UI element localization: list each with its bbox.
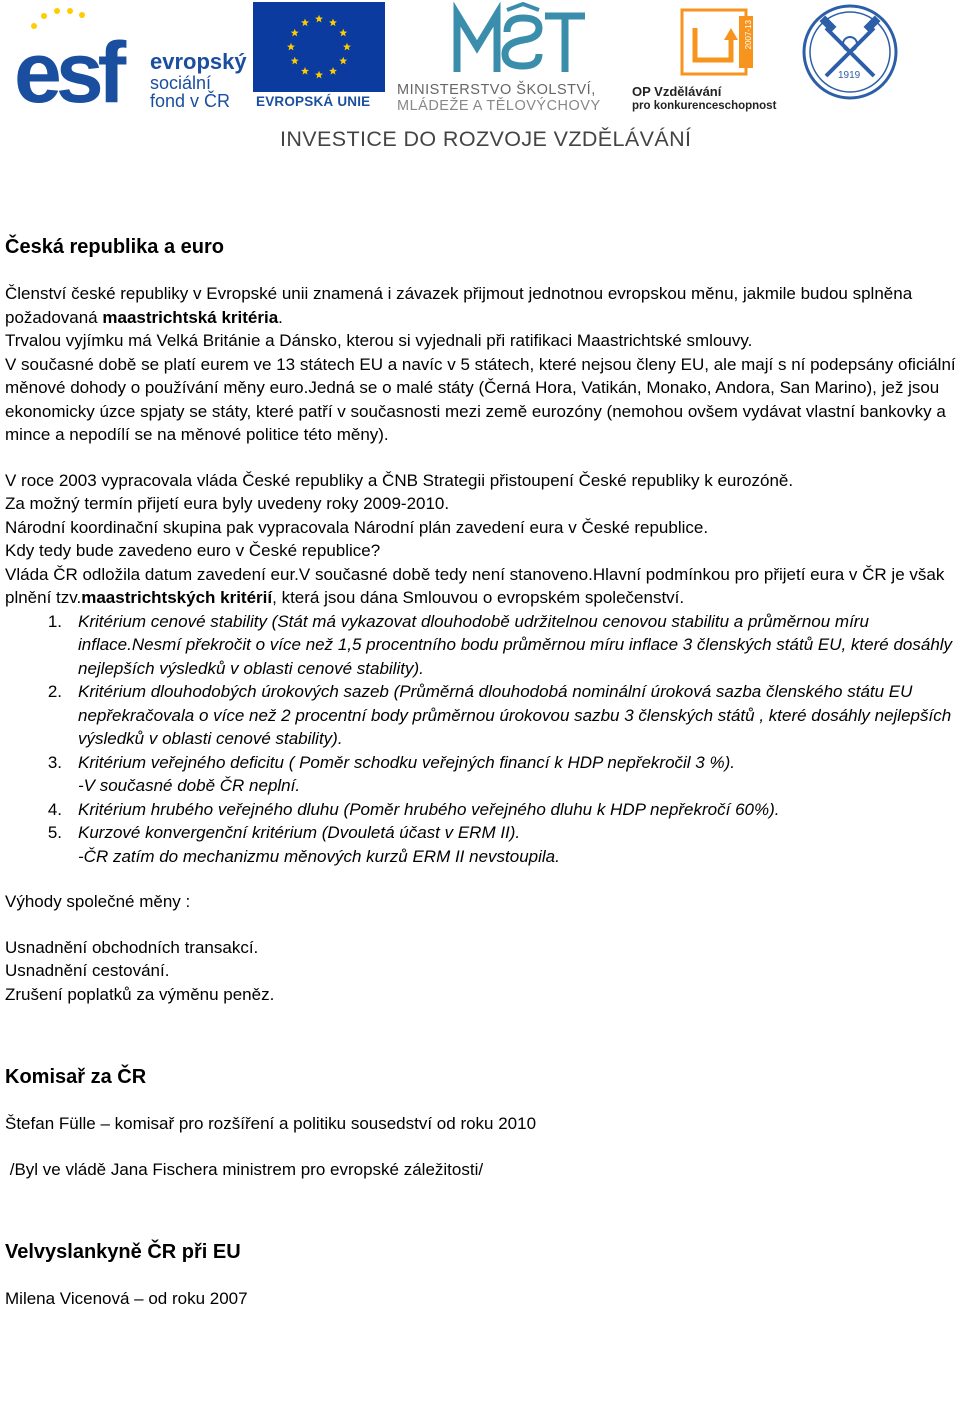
criteria-item <box>5 821 960 868</box>
msmt-line1: MINISTERSTVO ŠKOLSTVÍ, <box>397 82 596 98</box>
msmt-mark-icon <box>395 2 625 82</box>
logo-banner <box>0 0 960 160</box>
msmt-logo <box>395 2 625 112</box>
criteria-number: 2. <box>47 682 62 701</box>
svg-text:esf: esf <box>14 25 121 110</box>
document-body <box>5 234 960 1311</box>
criteria-text: Kritérium veřejného deficitu ( Poměr schodku veřejných financí k HDP nepřekročil 3 %). <box>78 752 735 772</box>
criteria-item <box>5 680 960 751</box>
eu-caption: EVROPSKÁ UNIE <box>256 94 371 109</box>
ambassador-paragraph: Milena Vicenová – od roku 2007 <box>5 1289 248 1308</box>
commissioner-note: /Byl ve vládě Jana Fischera ministrem pro evropské záležitosti/ <box>5 1159 484 1179</box>
criteria-number: 3. <box>47 752 62 772</box>
paragraph-postponed <box>5 563 960 610</box>
criteria-text: Kritérium cenové stability (Stát má vykazovat dlouhodobě udržitelnou cenovou stabilitu a průměrnou míru inflace.Nesmí překročit o více než 1,5 procentního bodu průměrnou míru inflace 3 členských států EU, které dosáhly nejlepších výsledků v oblasti cenové stability). <box>78 611 953 678</box>
section-title-ambassador: Velvyslankyně ČR při EU <box>5 1241 241 1263</box>
criteria-item <box>5 751 960 798</box>
maastricht-criteria-term: maastrichtská kritéria <box>102 307 279 327</box>
criteria-number: 1. <box>47 611 62 631</box>
op-mark-icon <box>627 8 782 88</box>
advantage-item: Usnadnění cestování. <box>5 961 170 980</box>
eu-flag-icon <box>253 2 385 92</box>
advantage-item: Usnadnění obchodních transakcí. <box>5 937 259 957</box>
op-vzdelavani-logo <box>627 8 782 116</box>
paragraph-exception: Trvalou vyjímku má Velká Británie a Dánsko, kterou si vyjednali při ratifikaci Maastrichtské smlouvy. <box>5 331 753 350</box>
commissioner-paragraph: Štefan Fülle – komisař pro rozšíření a politiku sousedství od roku 2010 <box>5 1114 537 1133</box>
paragraph-membership-text: Členství české republiky v Evropské unii znamená i závazek přijmout jednotnou evropskou měnu, jakmile budou splněna požadovaná <box>5 284 913 327</box>
paragraph-term: Za možný termín přijetí eura byly uvedeny roky 2009-2010. <box>5 494 450 513</box>
criteria-item <box>5 798 960 822</box>
esf-line2: sociální <box>150 73 212 93</box>
esf-line1: evropský <box>150 49 247 74</box>
advantage-item: Zrušení poplatků za výměnu peněz. <box>5 984 275 1004</box>
paragraph-postponed-text: Vláda ČR odložila datum zavedení eur.V současné době tedy není stanoveno.Hlavní podmínkou pro přijetí eura v ČR je však plnění tzv. <box>5 564 945 607</box>
criteria-text: Kritérium hrubého veřejného dluhu (Poměr hrubého veřejného dluhu k HDP nepřekročí 60%). <box>78 799 780 819</box>
esf-line3: fond v ČR <box>150 91 231 111</box>
paragraph-question: Kdy tedy bude zavedeno euro v České republice? <box>5 541 381 560</box>
paragraph-eurozone-states: V současné době se platí eurem ve 13 státech EU a navíc v 5 státech, které nejsou členy EU, ale mají s ní podepsány oficiální měnové dohody o používání měny euro.Jedná se o malé státy (Černá Hora, Vatikán, Monako, Andora, San Marino), jež jsou ekonomicky úzce spjaty se státy, které patří v současnosti mezi země eurozóny (nemohou ovšem vydávat vlastní bankovky a mince a nepodílí se na měnové politice této měny). <box>5 354 956 444</box>
investice-slogan: INVESTICE DO ROZVOJE VZDĚLÁVÁNÍ <box>280 127 692 151</box>
criteria-note: -ČR zatím do mechanizmu měnových kurzů ERM II nevstoupila. <box>78 846 560 866</box>
criteria-number: 4. <box>47 799 62 819</box>
eu-flag-logo <box>253 2 385 92</box>
seal-year: 1919 <box>838 70 861 81</box>
criteria-note: -V současné době ČR neplní. <box>78 776 301 795</box>
op-years: 2007-13 <box>744 20 753 50</box>
university-seal-logo <box>800 2 900 102</box>
criteria-item <box>5 610 960 681</box>
criteria-text: Kritérium dlouhodobých úrokových sazeb (Průměrná dlouhodobá nominální úroková sazba členského státu EU nepřekračovala o více než 2 procentní body průměrnou úrokovou sazbu 3 členských států , které dosáhly nejlepších výsledků v oblasti cenové stability). <box>78 682 952 748</box>
advantages-title: Výhody společné měny : <box>5 892 191 911</box>
paragraph-postponed-end: , která jsou dána Smlouvou o evropském společenství. <box>272 588 685 607</box>
criteria-number: 5. <box>47 823 62 842</box>
paragraph-membership <box>5 282 960 329</box>
section-title-commissioner: Komisař za ČR <box>5 1066 147 1088</box>
paragraph-strategy: V roce 2003 vypracovala vláda České republiky a ČNB Strategii přistoupení České republiky k eurozóně. <box>5 470 794 490</box>
section-title-euro: Česká republika a euro <box>5 236 224 258</box>
esf-logo <box>12 2 257 110</box>
paragraph-national-plan: Národní koordinační skupina pak vypracovala Národní plán zavedení eura v České republice. <box>5 517 709 537</box>
op-line2: pro konkurenceschopnost <box>632 100 777 112</box>
seal-icon <box>800 2 900 102</box>
maastricht-criteria-term-2: maastrichtských kritérií <box>81 588 273 607</box>
op-line1: OP Vzdělávání <box>632 84 722 99</box>
paragraph-membership-end: . <box>278 307 283 327</box>
criteria-text: Kurzové konvergenční kritérium (Dvouletá účast v ERM II). <box>78 823 521 842</box>
criteria-list <box>5 610 960 869</box>
msmt-line2: MLÁDEŽE A TĚLOVÝCHOVY <box>397 98 601 114</box>
